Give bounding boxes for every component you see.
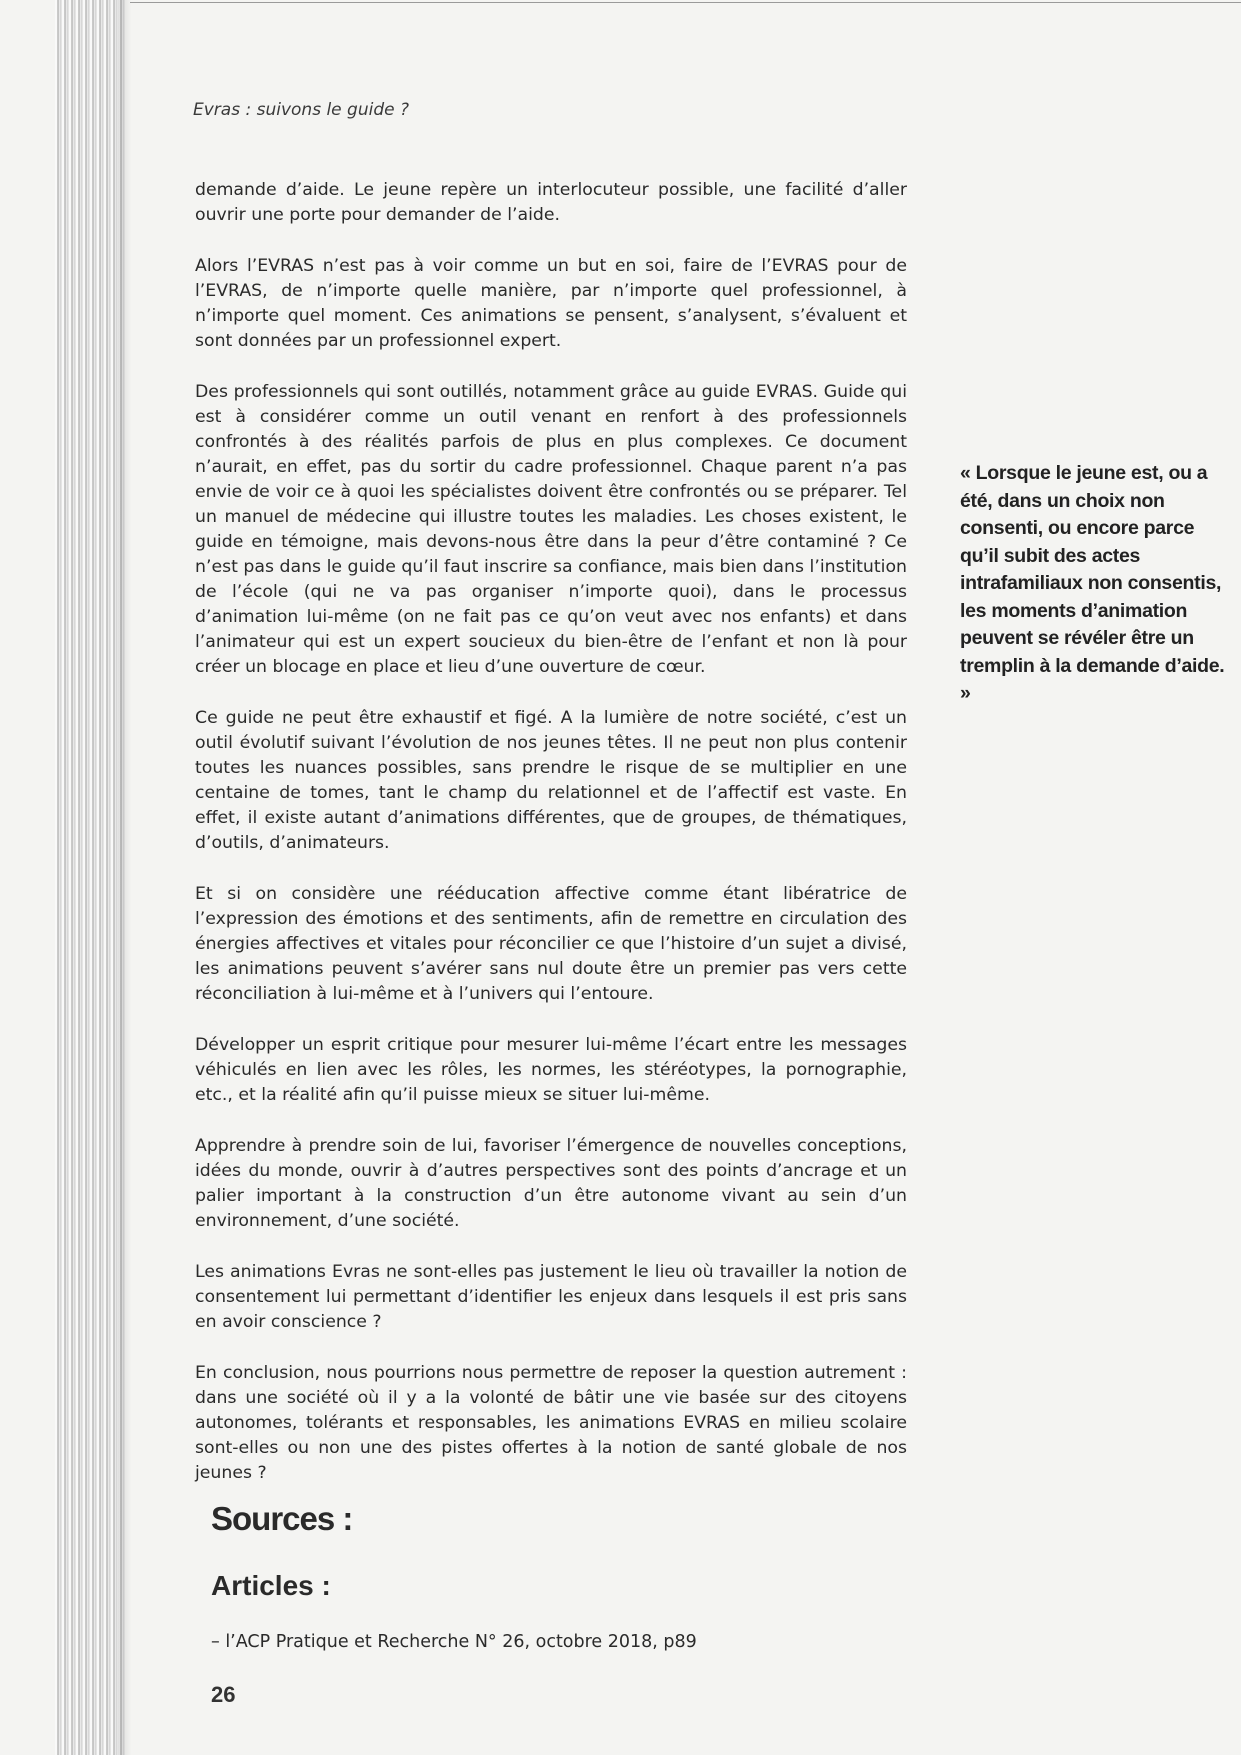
page-number: 26 [211,1682,236,1707]
paragraph: demande d’aide. Le jeune repère un interlocuteur possible, une facilité d’aller ouvrir une porte pour demander de l’aide. [195,180,907,225]
pull-quote: « Lorsque le jeune est, ou a été, dans un choix non consenti, ou encore parce qu’il subit des actes intrafamiliaux non consentis, les moments d’animation peuvent se révéler être un tremplin à la demande d’aide. » [960,462,1225,704]
article-body [195,178,907,1512]
running-head: Evras : suivons le guide ? [193,100,410,120]
page-top-edge [130,2,1241,3]
paragraph: Apprendre à prendre soin de lui, favoriser l’émergence de nouvelles conceptions, idées du monde, ouvrir à d’autres perspectives sont des points d’ancrage et un palier important à la construction d’un être autonome vivant au sein d’un environnement, d’une société. [195,1136,907,1231]
paragraph: Alors l’EVRAS n’est pas à voir comme un but en soi, faire de l’EVRAS pour de l’EVRAS, de n’importe quelle manière, par n’importe quel professionnel, à n’importe quel moment. Ces animations se pensent, s’analysent, s’évaluent et sont données par un professionnel expert. [195,256,907,351]
reference-item: – l’ACP Pratique et Recherche N° 26, octobre 2018, p89 [211,1632,697,1652]
paragraph: Des professionnels qui sont outillés, notamment grâce au guide EVRAS. Guide qui est à considérer comme un outil venant en renfort à des professionnels confrontés à des réalités parfois de plus en plus complexes. Ce document n’aurait, en effet, pas du sortir du cadre professionnel. Chaque parent n’a pas envie de voir ce à quoi les spécialistes doivent être confrontés ou se préparer. Tel un manuel de médecine qui illustre toutes les maladies. Les choses existent, le guide en témoigne, mais devons-nous être dans la peur d’être contaminé ? Ce n’est pas dans le guide qu’il faut inscrire sa confiance, mais bien dans l’institution de l’école (qui ne va pas organiser n’importe quoi), dans le processus d’animation lui-même (on ne fait pas ce qu’on veut avec nos enfants) et dans l’animateur qui est un expert soucieux du bien-être de l’enfant et non là pour créer un blocage en place et lieu d’une ouverture de cœur. [195,382,907,677]
paragraph: En conclusion, nous pourrions nous permettre de reposer la question autrement : dans une société où il y a la volonté de bâtir une vie basée sur des citoyens autonomes, tolérants et responsables, les animations EVRAS en milieu scolaire sont-elles ou non une des pistes offertes à la notion de santé globale de nos jeunes ? [195,1363,907,1483]
sources-heading: Sources : [211,1500,353,1537]
book-binding-edge [55,0,125,1755]
paragraph: Les animations Evras ne sont-elles pas justement le lieu où travailler la notion de consentement lui permettant d’identifier les enjeux dans lesquels il est pris sans en avoir conscience ? [195,1262,907,1332]
paragraph: Ce guide ne peut être exhaustif et figé. A la lumière de notre société, c’est un outil évolutif suivant l’évolution de nos jeunes têtes. Il ne peut non plus contenir toutes les nuances possibles, sans prendre le risque de se multiplier en une centaine de tomes, tant le champ du relationnel et de l’affectif est vaste. En effet, il existe autant d’animations différentes, que de groupes, de thématiques, d’outils, d’animateurs. [195,708,907,853]
paragraph: Développer un esprit critique pour mesurer lui-même l’écart entre les messages véhiculés en lien avec les rôles, les normes, les stéréotypes, la pornographie, etc., et la réalité afin qu’il puisse mieux se situer lui-même. [195,1035,907,1105]
paragraph: Et si on considère une rééducation affective comme étant libératrice de l’expression des émotions et des sentiments, afin de remettre en circulation des énergies affectives et vitales pour réconcilier ce que l’histoire d’un sujet a divisé, les animations peuvent s’avérer sans nul doute être un premier pas vers cette réconciliation à lui-même et à l’univers qui l’entoure. [195,884,907,1004]
gutter-shadow [118,0,132,1755]
articles-heading: Articles : [211,1570,331,1601]
